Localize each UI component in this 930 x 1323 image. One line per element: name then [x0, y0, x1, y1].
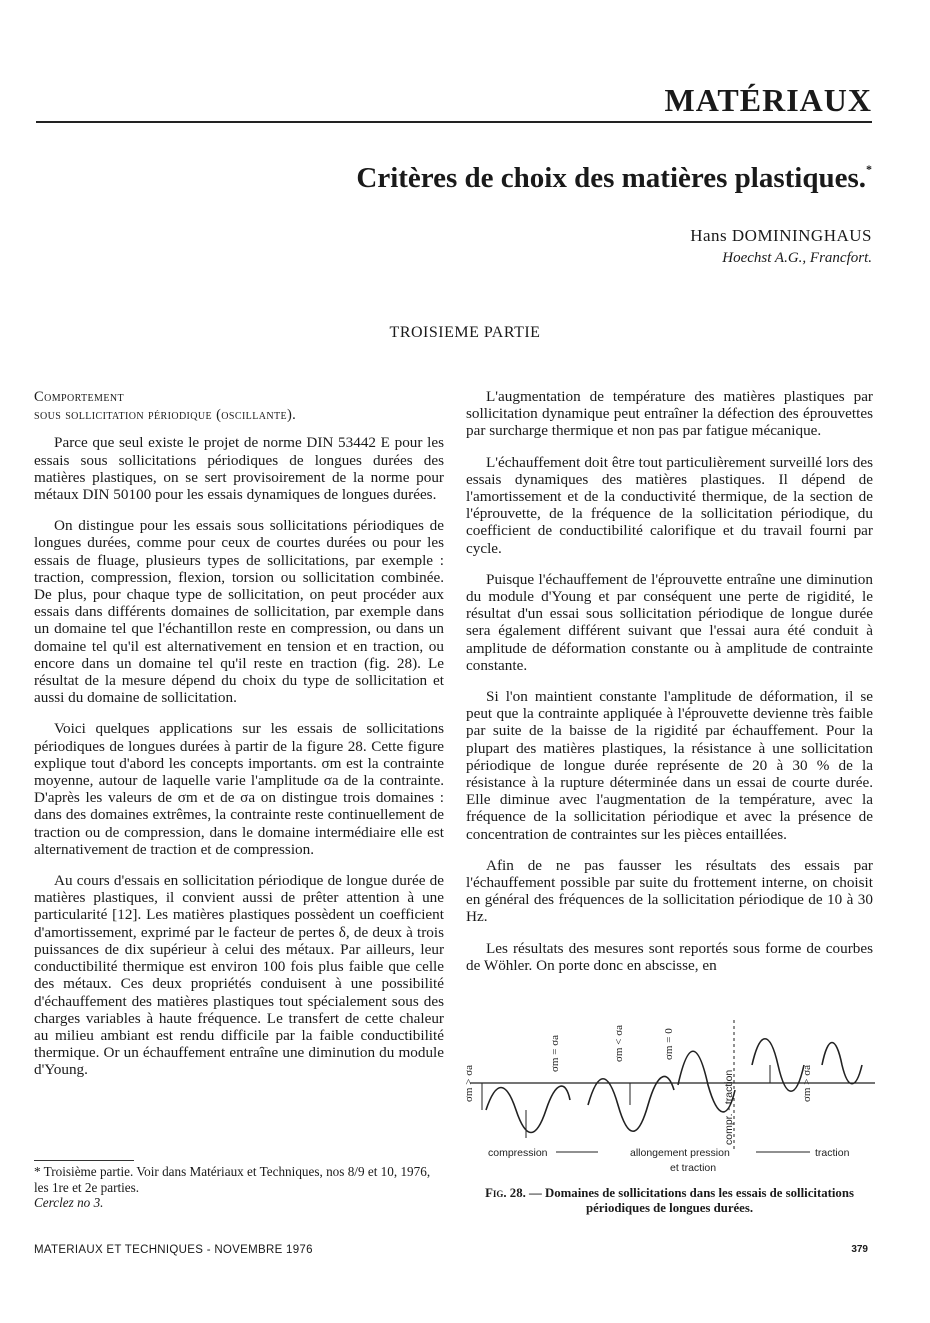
paragraph: Afin de ne pas fausser les résultats des essais par l'échauffement possible par suite du frottement interne, on choisit en général des fréquences de la sollicitation périodique de 10 à 30 Hz. — [466, 856, 873, 926]
title-footnote-mark: * — [866, 162, 872, 176]
paragraph: Parce que seul existe le projet de norme DIN 53442 E pour les essais sous sollicitations périodiques de longues durées des matières plastiques, on se sert provisoirement de la norme pour métaux DIN 50100 pour les essais dynamiques de longues durées. — [34, 434, 444, 504]
caption-text: — Domaines de sollicitations dans les essais de sollicitations périodiques de longues durées. — [529, 1186, 854, 1215]
subsection-heading — [34, 388, 444, 424]
paragraph: Au cours d'essais en sollicitation périodique de longue durée de matières plastiques, il convient aussi de prêter attention à une particularité [12]. Les matières plastiques possèdent un coefficient d'amortissement, exprimé par le facteur de pertes δ, de deux à trois puissances de dix supérieur à celui des métaux. Par ailleurs, leur conductibilité thermique est environ 100 fois plus faible que celle des métaux. Ces deux propriétés conduisent à une possibilité d'échauffement des matières plastiques tout spécialement sous des charges variables à haute fréquence. Le transfert de cette chaleur au milieu ambiant est rendu difficile par la faible conductibilité thermique. Or un échauffement entraîne une diminution du module d'Young. — [34, 872, 444, 1079]
wave-compression — [486, 1086, 570, 1132]
heading-line-1: Comportement — [34, 389, 124, 405]
label-sigma: σm = 0 — [663, 1028, 675, 1060]
heading-line-2: sous sollicitation périodique (oscillante). — [34, 407, 297, 424]
article-title-text: Critères de choix des matières plastiques. — [356, 162, 866, 194]
figure-caption — [466, 1186, 873, 1216]
section-title: MATÉRIAUX — [664, 82, 872, 118]
author-name: Hans DOMININGHAUS — [690, 226, 872, 245]
left-column — [34, 388, 444, 1093]
figure-28-diagram — [463, 1010, 875, 1180]
label-traction: traction — [815, 1147, 850, 1159]
footnote-line: Cerclez no 3. — [34, 1195, 104, 1210]
footnotes — [34, 1164, 444, 1211]
part-heading: TROISIEME PARTIE — [389, 324, 541, 341]
paragraph: Voici quelques applications sur les essais de sollicitations périodiques de longues durées à partir de la figure 28. Cette figure explique tout d'abord les concepts importants. σm est la contrainte moyenne, autour de laquelle varie l'amplitude σa de la contrainte. D'après les valeurs de σm et de σa on distingue trois domaines : dans des domaines extrêmes, la contrainte reste continuellement de traction ou de compression, dans le domaine intermédiaire elle est alternativement de traction et de compression. — [34, 720, 444, 858]
caption-label: Fig. 28. — [485, 1186, 526, 1200]
label-allongement: allongement pression — [630, 1147, 730, 1159]
label-sigma: σm < σa — [613, 1024, 625, 1062]
journal-footer: MATERIAUX ET TECHNIQUES - NOVEMBRE 1976 — [34, 1244, 313, 1256]
author-affiliation: Hoechst A.G., Francfort. — [722, 250, 872, 266]
right-column — [466, 388, 873, 988]
label-sigma: σm = σa — [549, 1034, 561, 1072]
header-rule — [36, 121, 872, 123]
paragraph: L'échauffement doit être tout particulièrement surveillé lors des essais dynamiques des matières plastiques. Il dépend de l'amortissement et de la conductivité thermique, de la section de l'éprouvette, de la fréquence de la sollicitation périodique, du coefficient de conductibilité calorifique et du travail fourni par cycle. — [466, 453, 873, 557]
label-sigma: σm > σa — [463, 1064, 475, 1102]
page-number: 379 — [851, 1244, 868, 1255]
footnote-line: * Troisième partie. Voir dans Matériaux et Techniques, nos 8/9 et 10, 1976, les 1re et 2e parties. — [34, 1164, 431, 1195]
wave-traction-2 — [822, 1043, 862, 1084]
footnote-rule — [34, 1160, 134, 1161]
label-compr-traction: compr. - traction — [723, 1069, 735, 1145]
label-compression: compression — [488, 1147, 548, 1159]
wave-alternating — [588, 1076, 674, 1131]
label-et-traction: et traction — [670, 1162, 717, 1174]
paragraph: Les résultats des mesures sont reportés sous forme de courbes de Wöhler. On porte donc en abscisse, en — [466, 939, 873, 974]
label-sigma: σm > σa — [801, 1064, 813, 1102]
paragraph: Si l'on maintient constante l'amplitude de déformation, il se peut que la contrainte appliquée à l'éprouvette devienne très faible par suite de la baisse de la rigidité par échauffement. Pour la plupart des matières plastiques, la résistance à une sollicitation périodique de longue durée représente de 20 à 30 % de la résistance à la rupture déterminée dans un essai de courte durée. Elle diminue avec l'augmentation de la température, avec la fréquence de la sollicitation périodique et avec la présence de concentration de contraintes sur les pièces entaillées. — [466, 688, 873, 843]
paragraph: L'augmentation de température des matières plastiques par sollicitation dynamique peut entraîner la défection des éprouvettes par surcharge thermique et non pas par fatigue mécanique. — [466, 388, 873, 440]
paragraph: On distingue pour les essais sous sollicitations périodiques de longues durées, comme pour ceux de courtes durées ou pour les essais de fluage, plusieurs types de sollicitations, par exemple : traction, compression, flexion, torsion ou sollicitation combinée. De plus, pour chaque type de sollicitation, on peut procéder aux essais dans différents domaines de sollicitation, par exemple dans un domaine tel que l'échantillon reste en compression, ou dans un domaine tel qu'il est alternativement en tension et en traction, ou encore dans un domaine tel qu'il reste en traction (fig. 28). Le résultat de la mesure dépend du choix du type de sollicitation et aussi du domaine de sollicitation. — [34, 517, 444, 707]
article-title — [356, 162, 872, 195]
paragraph: Puisque l'échauffement de l'éprouvette entraîne une diminution du module d'Young et par conséquent une perte de rigidité, le résultat d'un essai sous sollicitation périodique de longue durée sera également différent suivant que l'essai aura été conduit à amplitude de déformation constante ou à amplitude de contrainte constante. — [466, 570, 873, 674]
